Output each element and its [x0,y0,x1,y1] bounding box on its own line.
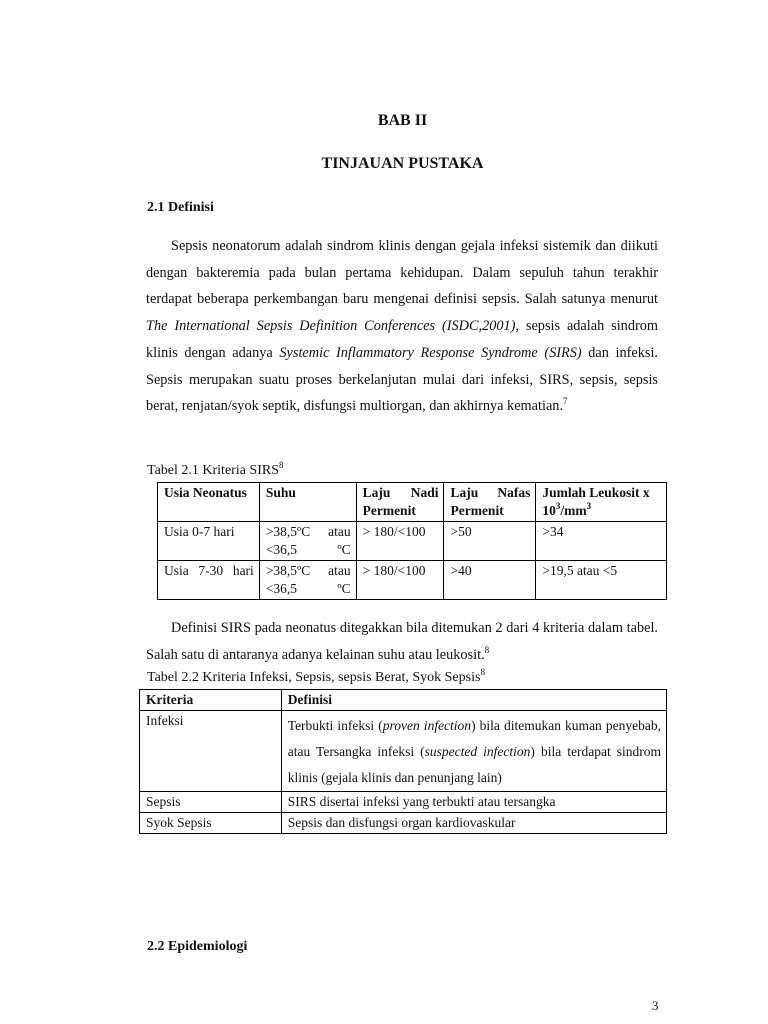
table-row [158,561,667,600]
para-text: Sepsis neonatorum adalah sindrom klinis dengan gejala infeksi sistemik dan diikuti dengan bakteremia pada bulan pertama kehidupan. Dalam sepuluh tahun terakhir terdapat beberapa perkembangan baru mengenai definisi sepsis. Salah satunya menurut [146,238,658,308]
cell-nafas: >50 [444,522,536,561]
citation-ref: 8 [480,667,485,677]
table-row [140,813,667,834]
citation-ref: 8 [279,460,284,470]
header-usia: Usia Neonatus [158,483,260,522]
para-text: dan infeksi. Sepsis merupakan suatu proses berkelanjutan mulai dari infeksi, SIRS, sepsis, sepsis berat, renjatan/syok septik, disfungsi multiorgan, dan akhirnya kematian. [146,344,658,415]
table-infection-criteria [139,689,667,834]
para-text: Definisi SIRS pada neonatus ditegakkan bila ditemukan 2 dari 4 kriteria dalam tabel. Salah satu di antaranya adanya kelainan suhu atau leukosit. [146,620,658,663]
cell-kriteria: Infeksi [140,711,282,792]
chapter-title: TINJAUAN PUSTAKA [321,155,484,172]
cell-nadi: > 180/<100 [356,522,444,561]
header-definisi: Definisi [281,690,666,711]
page-number: 3 [652,998,659,1013]
table1-caption: Tabel 2.1 Kriteria SIRS$^8$ [147,460,284,478]
table-row [140,792,667,813]
table-row [158,522,667,561]
cell-kriteria: Sepsis [140,792,282,813]
header-leukosit: Jumlah Leukosit x $10^3/mm^3$ [536,483,667,522]
table-sirs-criteria [157,482,667,600]
table-header-row [158,483,667,522]
cell-usia: Usia 7-30 hari [158,561,260,600]
header-laju-nadi: Laju Nadi Permenit [356,483,444,522]
citation-ref: 7 [563,396,568,407]
table2-caption: Tabel 2.2 Kriteria Infeksi, Sepsis, sepsis Berat, Syok Sepsis$^8$ [147,667,485,685]
cell-suhu: >38,5ºC atau <36,5 ºC [259,561,356,600]
cell-nadi: > 180/<100 [356,561,444,600]
cell-kriteria: Syok Sepsis [140,813,282,834]
section-heading-definisi: 2.1 Definisi [147,200,214,215]
cell-leukosit: >19,5 atau <5 [536,561,667,600]
table-header-row [140,690,667,711]
para-text: sepsis adalah sindrom klinis dengan adanya [146,318,658,361]
table-row [140,711,667,792]
paragraph-sirs-definition [146,615,658,668]
cell-suhu: >38,5ºC atau <36,5 ºC [259,522,356,561]
header-suhu: Suhu [259,483,356,522]
cell-definisi: Sepsis dan disfungsi organ kardiovaskular [281,813,666,834]
para-italic-sirs: Systemic Inflammatory Response Syndrome (SIRS) [279,344,582,361]
section-heading-epidemiologi: 2.2 Epidemiologi [147,939,248,954]
paragraph-definition [146,233,658,420]
header-kriteria: Kriteria [140,690,282,711]
citation-ref: 8 [484,644,490,655]
para-italic-isdc: The International Sepsis Definition Conferences (ISDC,2001), [146,318,520,335]
cell-definisi: Terbukti infeksi (proven infection) bila ditemukan kuman penyebab, atau Tersangka infeksi (suspected infection) bila terdapat sindrom klinis (gejala klinis dan penunjang lain) [281,711,666,792]
cell-nafas: >40 [444,561,536,600]
cell-definisi: SIRS disertai infeksi yang terbukti atau tersangka [281,792,666,813]
cell-leukosit: >34 [536,522,667,561]
chapter-heading: BAB II [377,112,428,129]
cell-usia: Usia 0-7 hari [158,522,260,561]
header-laju-nafas: Laju Nafas Permenit [444,483,536,522]
